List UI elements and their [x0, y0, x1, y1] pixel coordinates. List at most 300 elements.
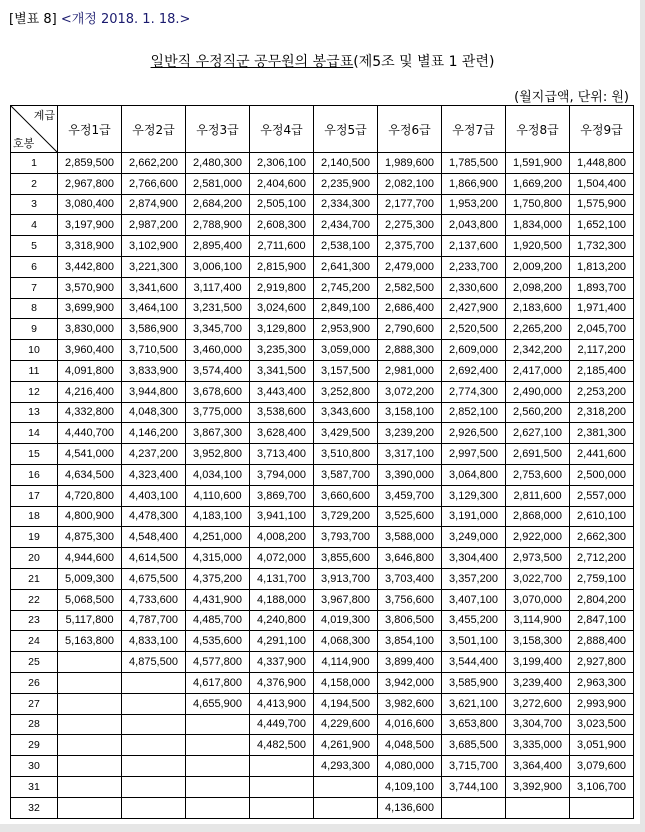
salary-cell: 4,655,900	[186, 693, 250, 714]
grade-header: 우정9급	[570, 106, 634, 153]
salary-cell: 4,261,900	[314, 735, 378, 756]
salary-cell: 4,114,900	[314, 652, 378, 673]
step-cell: 26	[11, 672, 58, 693]
salary-cell	[58, 776, 122, 797]
table-row	[11, 277, 634, 298]
salary-cell: 2,641,300	[314, 256, 378, 277]
salary-cell: 3,646,800	[378, 548, 442, 569]
step-cell: 25	[11, 652, 58, 673]
salary-cell: 2,953,900	[314, 319, 378, 340]
salary-cell: 3,944,800	[122, 381, 186, 402]
table-row	[11, 485, 634, 506]
salary-cell: 2,888,300	[378, 340, 442, 361]
salary-cell: 2,926,500	[442, 423, 506, 444]
salary-cell: 3,830,000	[58, 319, 122, 340]
salary-cell: 2,997,500	[442, 444, 506, 465]
salary-cell: 2,557,000	[570, 485, 634, 506]
salary-cell: 4,291,100	[250, 631, 314, 652]
table-row	[11, 298, 634, 319]
page-title	[0, 51, 645, 71]
step-cell: 21	[11, 568, 58, 589]
salary-cell: 4,875,300	[58, 527, 122, 548]
salary-cell	[314, 776, 378, 797]
title-main: 일반직 우정직군 공무원의 봉급표	[150, 54, 354, 70]
salary-cell: 2,609,000	[442, 340, 506, 361]
salary-cell: 4,375,200	[186, 568, 250, 589]
salary-cell: 5,163,800	[58, 631, 122, 652]
step-cell: 15	[11, 444, 58, 465]
salary-cell: 4,016,600	[378, 714, 442, 735]
salary-cell: 2,852,100	[442, 402, 506, 423]
salary-cell: 3,392,900	[506, 776, 570, 797]
salary-cell	[58, 652, 122, 673]
salary-cell: 2,183,600	[506, 298, 570, 319]
salary-cell: 4,072,000	[250, 548, 314, 569]
salary-cell	[58, 693, 122, 714]
salary-cell: 4,251,000	[186, 527, 250, 548]
salary-cell: 2,479,000	[378, 256, 442, 277]
salary-cell: 3,899,400	[378, 652, 442, 673]
amendment-date: <개정 2018. 1. 18.>	[60, 12, 191, 27]
salary-cell: 3,407,100	[442, 589, 506, 610]
salary-cell: 3,442,800	[58, 256, 122, 277]
salary-cell: 4,194,500	[314, 693, 378, 714]
salary-cell: 3,239,200	[378, 423, 442, 444]
salary-cell: 3,006,100	[186, 256, 250, 277]
salary-cell: 2,804,200	[570, 589, 634, 610]
salary-cell: 3,429,500	[314, 423, 378, 444]
salary-cell: 2,581,000	[186, 173, 250, 194]
salary-cell: 3,775,000	[186, 402, 250, 423]
salary-cell: 4,944,600	[58, 548, 122, 569]
salary-cell: 4,068,300	[314, 631, 378, 652]
step-cell: 14	[11, 423, 58, 444]
salary-cell: 3,833,900	[122, 360, 186, 381]
salary-cell: 2,610,100	[570, 506, 634, 527]
step-cell: 24	[11, 631, 58, 652]
table-row	[11, 735, 634, 756]
table-row	[11, 194, 634, 215]
salary-cell: 1,834,000	[506, 215, 570, 236]
step-cell: 1	[11, 153, 58, 174]
salary-cell: 4,034,100	[186, 464, 250, 485]
salary-cell: 2,330,600	[442, 277, 506, 298]
salary-cell: 2,098,200	[506, 277, 570, 298]
salary-cell: 4,091,800	[58, 360, 122, 381]
salary-cell: 4,158,000	[314, 672, 378, 693]
salary-cell: 3,510,800	[314, 444, 378, 465]
salary-cell	[122, 776, 186, 797]
salary-cell: 2,334,300	[314, 194, 378, 215]
salary-cell: 2,788,900	[186, 215, 250, 236]
salary-cell	[58, 714, 122, 735]
salary-cell: 3,710,500	[122, 340, 186, 361]
salary-cell: 3,982,600	[378, 693, 442, 714]
salary-cell: 3,544,400	[442, 652, 506, 673]
salary-cell: 2,427,900	[442, 298, 506, 319]
salary-cell: 4,449,700	[250, 714, 314, 735]
table-row	[11, 173, 634, 194]
salary-cell: 4,229,600	[314, 714, 378, 735]
salary-cell: 3,343,600	[314, 402, 378, 423]
salary-cell: 2,490,000	[506, 381, 570, 402]
salary-cell: 2,505,100	[250, 194, 314, 215]
step-cell: 20	[11, 548, 58, 569]
salary-cell: 2,009,200	[506, 256, 570, 277]
salary-cell: 3,525,600	[378, 506, 442, 527]
salary-cell: 4,482,500	[250, 735, 314, 756]
salary-cell: 3,117,400	[186, 277, 250, 298]
salary-cell: 2,993,900	[570, 693, 634, 714]
salary-cell: 2,520,500	[442, 319, 506, 340]
salary-cell: 3,022,700	[506, 568, 570, 589]
salary-cell: 3,024,600	[250, 298, 314, 319]
salary-cell: 2,868,000	[506, 506, 570, 527]
table-row	[11, 215, 634, 236]
salary-cell	[122, 672, 186, 693]
table-row	[11, 776, 634, 797]
salary-cell	[122, 693, 186, 714]
salary-cell: 2,434,700	[314, 215, 378, 236]
salary-cell: 1,893,700	[570, 277, 634, 298]
salary-cell: 2,082,100	[378, 173, 442, 194]
salary-cell: 2,963,300	[570, 672, 634, 693]
step-cell: 23	[11, 610, 58, 631]
salary-cell: 1,448,800	[570, 153, 634, 174]
salary-cell: 4,787,700	[122, 610, 186, 631]
salary-cell: 2,417,000	[506, 360, 570, 381]
salary-cell	[570, 797, 634, 818]
table-row	[11, 797, 634, 818]
salary-cell: 3,952,800	[186, 444, 250, 465]
salary-cell: 3,574,400	[186, 360, 250, 381]
salary-cell: 4,019,300	[314, 610, 378, 631]
salary-cell: 1,920,500	[506, 236, 570, 257]
salary-cell: 4,720,800	[58, 485, 122, 506]
salary-cell: 2,480,300	[186, 153, 250, 174]
salary-cell	[186, 776, 250, 797]
salary-cell: 3,199,400	[506, 652, 570, 673]
salary-cell: 2,500,000	[570, 464, 634, 485]
grade-header: 우정6급	[378, 106, 442, 153]
salary-cell	[58, 735, 122, 756]
salary-cell: 2,235,900	[314, 173, 378, 194]
table-row	[11, 631, 634, 652]
salary-cell: 2,790,600	[378, 319, 442, 340]
salary-cell	[186, 756, 250, 777]
salary-cell: 3,585,900	[442, 672, 506, 693]
salary-cell	[250, 797, 314, 818]
salary-cell	[122, 797, 186, 818]
step-cell: 6	[11, 256, 58, 277]
table-row	[11, 423, 634, 444]
salary-cell: 2,441,600	[570, 444, 634, 465]
salary-cell: 4,216,400	[58, 381, 122, 402]
salary-cell: 3,806,500	[378, 610, 442, 631]
salary-cell: 2,874,900	[122, 194, 186, 215]
salary-cell: 3,941,100	[250, 506, 314, 527]
salary-cell: 1,504,400	[570, 173, 634, 194]
salary-cell: 2,177,700	[378, 194, 442, 215]
salary-cell: 4,376,900	[250, 672, 314, 693]
salary-cell: 4,875,500	[122, 652, 186, 673]
salary-table	[10, 105, 634, 819]
corner-header	[11, 106, 58, 153]
salary-cell: 3,538,600	[250, 402, 314, 423]
salary-cell: 3,249,000	[442, 527, 506, 548]
salary-cell: 4,315,000	[186, 548, 250, 569]
appendix-note	[9, 8, 190, 27]
step-cell: 31	[11, 776, 58, 797]
salary-cell: 2,919,800	[250, 277, 314, 298]
corner-step-label: 호봉	[13, 137, 35, 150]
salary-cell: 3,464,100	[122, 298, 186, 319]
salary-cell: 4,237,200	[122, 444, 186, 465]
salary-cell: 3,080,400	[58, 194, 122, 215]
table-row	[11, 568, 634, 589]
salary-cell	[442, 797, 506, 818]
step-cell: 8	[11, 298, 58, 319]
salary-cell: 3,501,100	[442, 631, 506, 652]
salary-cell: 1,591,900	[506, 153, 570, 174]
salary-cell: 4,403,100	[122, 485, 186, 506]
salary-cell: 2,375,700	[378, 236, 442, 257]
table-row	[11, 652, 634, 673]
salary-cell: 3,157,500	[314, 360, 378, 381]
salary-cell: 2,185,400	[570, 360, 634, 381]
grade-header: 우정3급	[186, 106, 250, 153]
salary-cell: 3,942,000	[378, 672, 442, 693]
salary-cell: 3,158,300	[506, 631, 570, 652]
salary-cell: 3,102,900	[122, 236, 186, 257]
salary-cell: 5,009,300	[58, 568, 122, 589]
table-row	[11, 714, 634, 735]
salary-cell	[58, 756, 122, 777]
salary-cell: 2,582,500	[378, 277, 442, 298]
salary-cell: 4,136,600	[378, 797, 442, 818]
salary-cell: 4,048,500	[378, 735, 442, 756]
salary-cell: 1,813,200	[570, 256, 634, 277]
step-cell: 30	[11, 756, 58, 777]
salary-cell: 2,888,400	[570, 631, 634, 652]
salary-cell: 4,183,100	[186, 506, 250, 527]
step-cell: 10	[11, 340, 58, 361]
salary-cell: 2,745,200	[314, 277, 378, 298]
salary-cell: 2,560,200	[506, 402, 570, 423]
salary-cell: 2,712,200	[570, 548, 634, 569]
salary-cell: 2,753,600	[506, 464, 570, 485]
step-cell: 28	[11, 714, 58, 735]
table-row	[11, 236, 634, 257]
salary-cell	[58, 797, 122, 818]
step-cell: 22	[11, 589, 58, 610]
salary-cell: 5,068,500	[58, 589, 122, 610]
step-cell: 12	[11, 381, 58, 402]
table-row	[11, 381, 634, 402]
salary-cell: 3,586,900	[122, 319, 186, 340]
salary-cell: 3,744,100	[442, 776, 506, 797]
salary-cell: 3,390,000	[378, 464, 442, 485]
salary-cell: 4,577,800	[186, 652, 250, 673]
salary-cell: 1,575,900	[570, 194, 634, 215]
salary-cell: 2,973,500	[506, 548, 570, 569]
table-row	[11, 548, 634, 569]
table-row	[11, 340, 634, 361]
salary-cell: 2,137,600	[442, 236, 506, 257]
grade-header: 우정8급	[506, 106, 570, 153]
salary-cell: 3,231,500	[186, 298, 250, 319]
salary-cell: 3,793,700	[314, 527, 378, 548]
salary-cell: 2,684,200	[186, 194, 250, 215]
salary-cell	[314, 797, 378, 818]
salary-cell: 2,233,700	[442, 256, 506, 277]
table-row	[11, 756, 634, 777]
salary-cell: 3,345,700	[186, 319, 250, 340]
salary-cell: 2,538,100	[314, 236, 378, 257]
step-cell: 19	[11, 527, 58, 548]
salary-cell: 4,323,400	[122, 464, 186, 485]
salary-cell	[186, 735, 250, 756]
salary-cell: 3,070,000	[506, 589, 570, 610]
salary-cell: 3,079,600	[570, 756, 634, 777]
salary-cell: 3,364,400	[506, 756, 570, 777]
salary-cell: 4,478,300	[122, 506, 186, 527]
salary-cell: 4,008,200	[250, 527, 314, 548]
salary-cell: 3,459,700	[378, 485, 442, 506]
salary-cell: 4,131,700	[250, 568, 314, 589]
salary-cell: 3,703,400	[378, 568, 442, 589]
salary-cell: 3,699,900	[58, 298, 122, 319]
table-row	[11, 153, 634, 174]
salary-cell: 3,114,900	[506, 610, 570, 631]
salary-cell: 4,080,000	[378, 756, 442, 777]
grade-header: 우정1급	[58, 106, 122, 153]
salary-cell: 1,732,300	[570, 236, 634, 257]
salary-cell: 3,064,800	[442, 464, 506, 485]
table-row	[11, 672, 634, 693]
step-cell: 13	[11, 402, 58, 423]
salary-cell: 2,043,800	[442, 215, 506, 236]
salary-cell: 4,733,600	[122, 589, 186, 610]
salary-cell: 3,304,400	[442, 548, 506, 569]
salary-cell: 4,240,800	[250, 610, 314, 631]
salary-cell: 2,140,500	[314, 153, 378, 174]
salary-cell: 2,692,400	[442, 360, 506, 381]
salary-cell: 4,548,400	[122, 527, 186, 548]
salary-cell: 3,239,400	[506, 672, 570, 693]
salary-cell: 3,129,300	[442, 485, 506, 506]
step-cell: 11	[11, 360, 58, 381]
salary-cell: 2,662,200	[122, 153, 186, 174]
salary-cell: 2,766,600	[122, 173, 186, 194]
salary-cell: 2,987,200	[122, 215, 186, 236]
salary-cell: 3,335,000	[506, 735, 570, 756]
salary-cell: 2,381,300	[570, 423, 634, 444]
salary-cell: 1,866,900	[442, 173, 506, 194]
table-row	[11, 693, 634, 714]
step-cell: 29	[11, 735, 58, 756]
salary-cell: 1,750,800	[506, 194, 570, 215]
salary-cell: 3,913,700	[314, 568, 378, 589]
table-row	[11, 610, 634, 631]
salary-cell: 3,855,600	[314, 548, 378, 569]
salary-cell: 4,109,100	[378, 776, 442, 797]
salary-cell: 2,859,500	[58, 153, 122, 174]
salary-cell	[250, 776, 314, 797]
salary-cell	[122, 756, 186, 777]
grade-header: 우정2급	[122, 106, 186, 153]
salary-cell: 2,691,500	[506, 444, 570, 465]
salary-cell: 3,235,300	[250, 340, 314, 361]
step-cell: 7	[11, 277, 58, 298]
salary-cell: 3,588,000	[378, 527, 442, 548]
salary-cell: 3,129,800	[250, 319, 314, 340]
grade-header: 우정7급	[442, 106, 506, 153]
salary-cell	[506, 797, 570, 818]
table-row	[11, 527, 634, 548]
step-cell: 27	[11, 693, 58, 714]
table-row	[11, 360, 634, 381]
salary-cell: 4,293,300	[314, 756, 378, 777]
salary-cell: 3,967,800	[314, 589, 378, 610]
salary-cell: 2,895,400	[186, 236, 250, 257]
corner-grade-label: 계급	[33, 109, 55, 122]
salary-cell: 3,628,400	[250, 423, 314, 444]
salary-cell: 3,794,000	[250, 464, 314, 485]
salary-cell: 4,675,500	[122, 568, 186, 589]
salary-cell: 2,275,300	[378, 215, 442, 236]
table-row	[11, 319, 634, 340]
salary-cell: 1,669,200	[506, 173, 570, 194]
salary-cell: 4,431,900	[186, 589, 250, 610]
salary-cell: 4,485,700	[186, 610, 250, 631]
salary-cell: 3,158,100	[378, 402, 442, 423]
salary-cell: 2,847,100	[570, 610, 634, 631]
salary-cell: 3,678,600	[186, 381, 250, 402]
salary-cell: 2,849,100	[314, 298, 378, 319]
salary-cell	[186, 797, 250, 818]
salary-cell: 4,617,800	[186, 672, 250, 693]
salary-cell: 3,756,600	[378, 589, 442, 610]
salary-cell: 2,774,300	[442, 381, 506, 402]
salary-cell: 2,927,800	[570, 652, 634, 673]
salary-cell: 1,953,200	[442, 194, 506, 215]
salary-cell: 3,304,700	[506, 714, 570, 735]
salary-cell: 4,541,000	[58, 444, 122, 465]
salary-cell: 4,110,600	[186, 485, 250, 506]
table-row	[11, 402, 634, 423]
title-suffix: (제5조 및 별표 1 관련)	[353, 54, 495, 70]
salary-cell: 4,634,500	[58, 464, 122, 485]
salary-cell: 3,341,600	[122, 277, 186, 298]
salary-cell: 2,117,200	[570, 340, 634, 361]
salary-cell: 2,759,100	[570, 568, 634, 589]
salary-cell: 2,608,300	[250, 215, 314, 236]
salary-cell: 4,440,700	[58, 423, 122, 444]
step-cell: 2	[11, 173, 58, 194]
salary-cell: 3,455,200	[442, 610, 506, 631]
salary-cell: 2,265,200	[506, 319, 570, 340]
step-cell: 32	[11, 797, 58, 818]
salary-cell: 3,854,100	[378, 631, 442, 652]
salary-cell: 2,922,000	[506, 527, 570, 548]
salary-cell: 3,960,400	[58, 340, 122, 361]
salary-cell: 3,106,700	[570, 776, 634, 797]
salary-cell: 3,729,200	[314, 506, 378, 527]
header-row	[11, 106, 634, 153]
table-row	[11, 256, 634, 277]
salary-cell: 2,627,100	[506, 423, 570, 444]
